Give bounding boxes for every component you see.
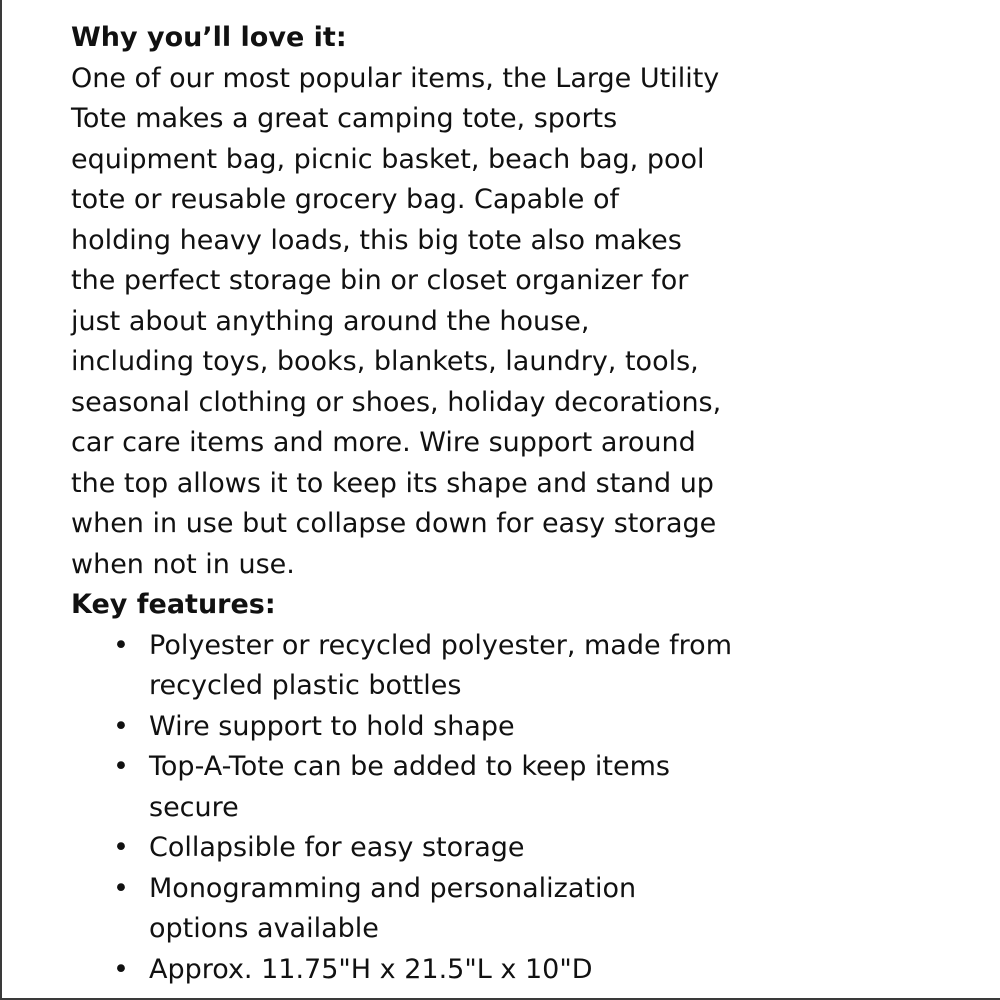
paragraph-line: the perfect storage bin or closet organizer for [71, 265, 689, 296]
paragraph-line: tote or reusable grocery bag. Capable of [71, 184, 619, 215]
paragraph-line: just about anything around the house, [71, 305, 590, 337]
bullet-icon: • [113, 751, 129, 782]
bullet-icon: • [113, 629, 129, 661]
paragraph-line: equipment bag, picnic basket, beach bag, pool [71, 143, 705, 175]
paragraph-line: when in use but collapse down for easy storage [71, 508, 717, 539]
bullet-icon: • [113, 710, 129, 742]
features-heading: Key features: [71, 589, 276, 620]
feature-line: secure [149, 791, 239, 823]
feature-line: recycled plastic bottles [149, 670, 462, 701]
paragraph-line: seasonal clothing or shoes, holiday decorations, [71, 386, 722, 418]
bullet-icon: • [113, 872, 129, 904]
paragraph-line: One of our most popular items, the Large Utility [71, 62, 720, 94]
bullet-icon: • [113, 832, 129, 863]
feature-item [71, 747, 831, 828]
features-list [71, 626, 831, 991]
why-heading: Why you’ll love it: [71, 22, 347, 53]
paragraph-line: the top allows it to keep its shape and stand up [71, 467, 714, 499]
feature-item [71, 707, 831, 748]
feature-item [71, 950, 831, 991]
feature-line: options available [149, 913, 379, 944]
bullet-icon: • [113, 953, 129, 985]
product-description [71, 18, 831, 990]
feature-item [71, 828, 831, 869]
paragraph-line: when not in use. [71, 548, 295, 580]
feature-line: Polyester or recycled polyester, made from [149, 629, 732, 661]
paragraph-line: Tote makes a great camping tote, sports [71, 103, 618, 134]
feature-line: Collapsible for easy storage [149, 832, 525, 863]
feature-item [71, 626, 831, 707]
why-paragraph [71, 59, 831, 586]
paragraph-line: including toys, books, blankets, laundry, tools, [71, 346, 699, 377]
feature-line: Top-A-Tote can be added to keep items [149, 751, 671, 782]
feature-item [71, 869, 831, 950]
feature-line: Monogramming and personalization [149, 872, 637, 904]
feature-line: Approx. 11.75"H x 21.5"L x 10"D [149, 953, 593, 985]
feature-line: Wire support to hold shape [149, 710, 515, 742]
paragraph-line: car care items and more. Wire support around [71, 427, 696, 458]
paragraph-line: holding heavy loads, this big tote also makes [71, 224, 682, 256]
